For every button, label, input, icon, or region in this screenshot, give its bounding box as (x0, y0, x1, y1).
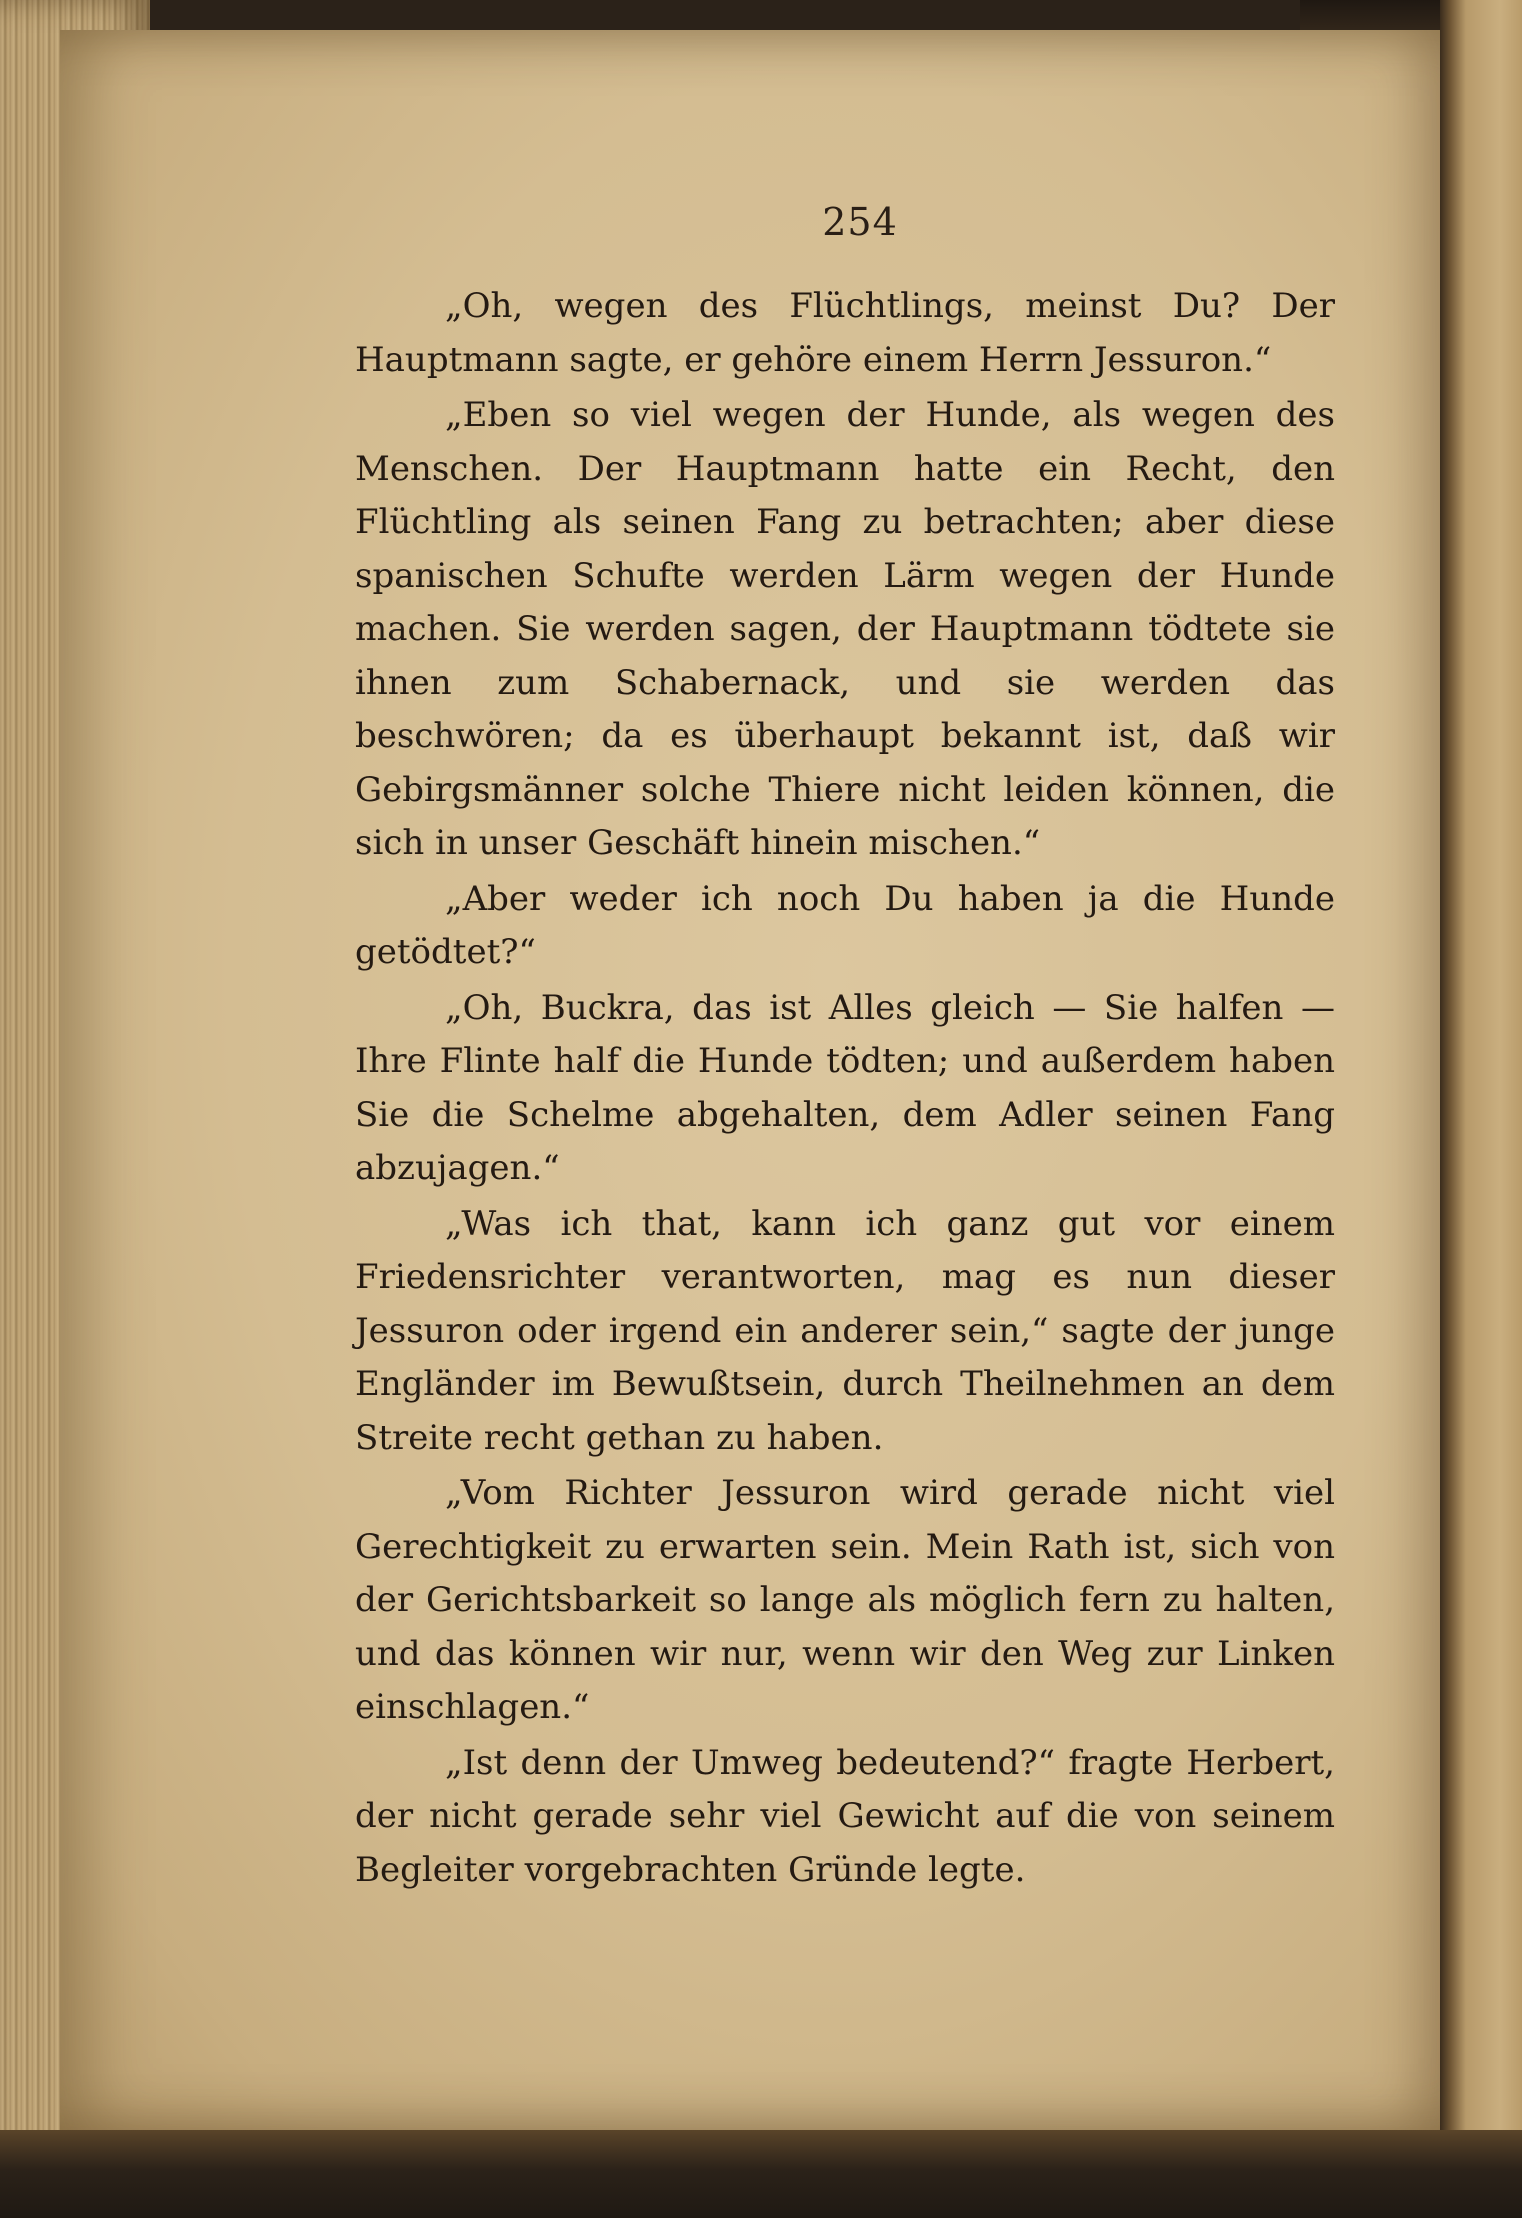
paragraph: „Vom Richter Jessuron wird gerade nicht viel Gerechtigkeit zu erwarten sein. Mein Rath ist, sich von der Gerichtsbarkeit so lange als möglich fern zu halten, und das können wir nur, wenn wir den Weg zur Linken einschlagen.“ (355, 1473, 1335, 1727)
book-bottom-edge (0, 2130, 1522, 2218)
page-text (355, 280, 1335, 1899)
paragraph: „Was ich that, kann ich ganz gut vor einem Friedensrichter verantworten, mag es nun dieser Jessuron oder irgend ein anderer sein,“ sagte der junge Engländer im Bewußtsein, durch Theilnehmen an dem Streite recht gethan zu haben. (355, 1203, 1335, 1458)
paragraph: „Aber weder ich noch Du haben ja die Hunde getödtet?“ (355, 878, 1335, 972)
paragraph: „Oh, Buckra, das ist Alles gleich — Sie halfen — Ihre Flinte half die Hunde tödten; und außerdem haben Sie die Schelme abgehalten, dem Adler seinen Fang abzujagen.“ (355, 987, 1335, 1188)
paragraph: „Eben so viel wegen der Hunde, als wegen des Menschen. Der Hauptmann hatte ein Recht, den Flüchtling als seinen Fang zu betrachten; aber diese spanischen Schufte werden Lärm wegen der Hunde machen. Sie werden sagen, der Hauptmann tödtete sie ihnen zum Schabernack, und sie werden das beschwören; da es überhaupt bekannt ist, daß wir Gebirgsmänner solche Thiere nicht leiden können, die sich in unser Geschäft hinein mischen.“ (355, 395, 1335, 863)
book-gutter (1440, 0, 1522, 2218)
paragraph: „Ist denn der Umweg bedeutend?“ fragte Herbert, der nicht gerade sehr viel Gewicht auf die von seinem Begleiter vorgebrachten Gründe legte. (355, 1742, 1335, 1890)
paragraph: „Oh, wegen des Flüchtlings, meinst Du? Der Hauptmann sagte, er gehöre einem Herrn Jessuron.“ (355, 286, 1335, 380)
page-number: 254 (822, 200, 898, 244)
